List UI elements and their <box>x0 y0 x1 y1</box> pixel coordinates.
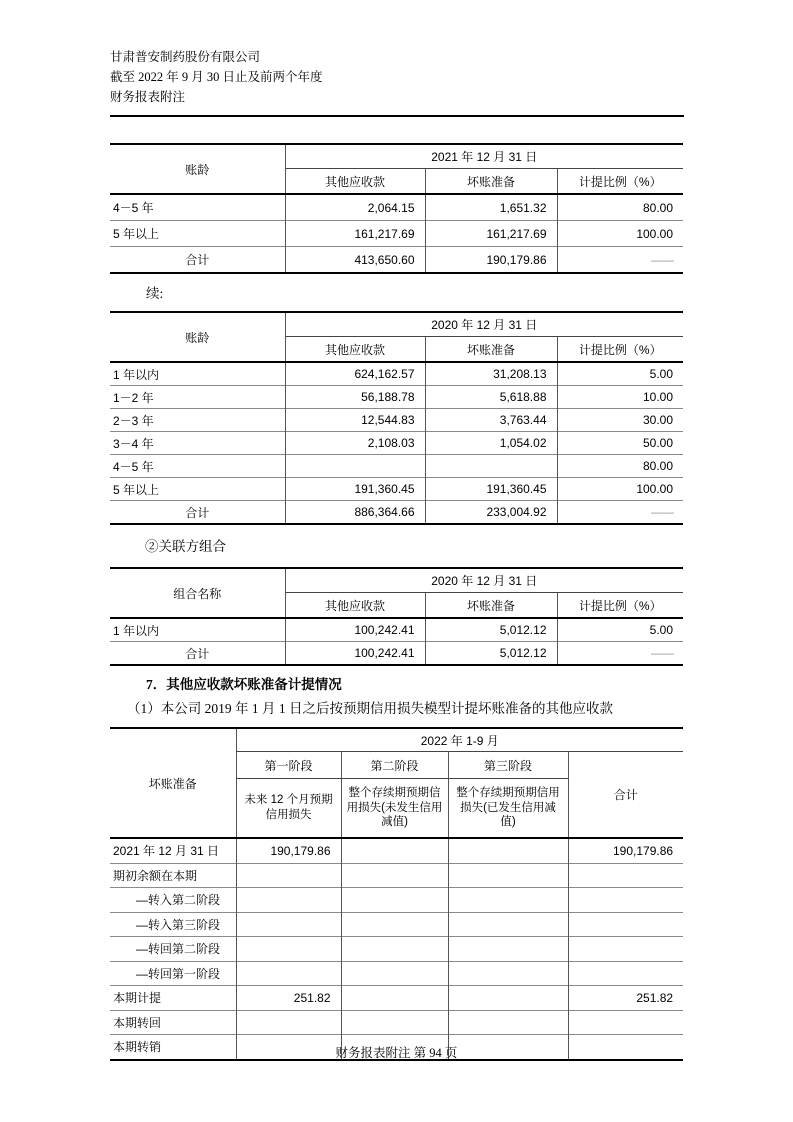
cell-value <box>341 961 448 986</box>
table-header <box>110 728 683 838</box>
cell-value: 5,618.88 <box>425 386 557 409</box>
provision-column-header: 坏账准备 <box>110 728 236 838</box>
cell-value <box>448 961 568 986</box>
cell-value: —— <box>557 501 683 525</box>
row-label: —转入第二阶段 <box>110 888 236 913</box>
table-row <box>110 386 683 409</box>
document-header <box>110 0 684 107</box>
cell-value: 100,242.41 <box>285 642 425 666</box>
table-row <box>110 618 683 642</box>
cell-value: 80.00 <box>557 455 683 478</box>
cell-value: —— <box>557 247 683 274</box>
cell-value <box>236 961 341 986</box>
stage3-header: 第三阶段 <box>448 752 568 779</box>
column-header-provision-ratio: 计提比例（%） <box>557 337 683 363</box>
row-label: —转回第一阶段 <box>110 961 236 986</box>
table-row <box>110 1010 683 1035</box>
table-header <box>110 312 683 362</box>
cell-value: 5.00 <box>557 362 683 386</box>
column-header-bad-debt-provision: 坏账准备 <box>425 169 557 195</box>
row-label: —转入第三阶段 <box>110 912 236 937</box>
cell-value: 624,162.57 <box>285 362 425 386</box>
cell-value <box>568 961 683 986</box>
cell-value: 3,763.44 <box>425 409 557 432</box>
cell-value: 161,217.69 <box>425 221 557 247</box>
table-body <box>110 618 683 665</box>
cell-value <box>285 455 425 478</box>
row-label: 期初余额在本期 <box>110 863 236 888</box>
row-label: 本期转销 <box>110 1035 236 1060</box>
table-header <box>110 144 683 194</box>
cell-value: 886,364.66 <box>285 501 425 525</box>
ecl-stage-table <box>110 727 683 1061</box>
row-label: —转回第二阶段 <box>110 937 236 962</box>
table-row <box>110 888 683 913</box>
cell-value <box>236 888 341 913</box>
header-rule <box>110 115 684 117</box>
table-header <box>110 568 683 618</box>
cell-value <box>341 888 448 913</box>
row-label: 1－2 年 <box>110 386 285 409</box>
doc-type-line: 财务报表附注 <box>110 90 186 104</box>
table-row <box>110 409 683 432</box>
stage2-description: 整个存续期预期信用损失(未发生信用减值) <box>341 779 448 839</box>
period-header: 2020 年 12 月 31 日 <box>285 568 683 593</box>
total-column-header: 合计 <box>568 752 683 839</box>
table-row <box>110 961 683 986</box>
stage3-description: 整个存续期预期信用损失(已发生信用减值) <box>448 779 568 839</box>
aging-column-header: 账龄 <box>110 144 285 194</box>
page-content <box>110 0 684 1061</box>
table-row <box>110 221 683 247</box>
cell-value <box>568 888 683 913</box>
table-row <box>110 838 683 863</box>
total-row <box>110 501 683 525</box>
cell-value <box>236 912 341 937</box>
row-label: 本期计提 <box>110 986 236 1011</box>
table-row <box>110 432 683 455</box>
cell-value: 190,179.86 <box>568 838 683 863</box>
cell-value <box>341 912 448 937</box>
cell-value: 56,188.78 <box>285 386 425 409</box>
cell-value <box>448 986 568 1011</box>
period-header: 2022 年 1-9 月 <box>236 728 683 752</box>
cell-value: 190,179.86 <box>236 838 341 863</box>
table-row <box>110 362 683 386</box>
cell-value <box>568 937 683 962</box>
table-row <box>110 478 683 501</box>
section7-heading: 7．其他应收款坏账准备计提情况 <box>146 677 342 692</box>
stage1-header: 第一阶段 <box>236 752 341 779</box>
cell-value: 251.82 <box>236 986 341 1011</box>
cell-value: 12,544.83 <box>285 409 425 432</box>
cell-value: 5,012.12 <box>425 618 557 642</box>
cell-value: 161,217.69 <box>285 221 425 247</box>
table-body <box>110 194 683 273</box>
cell-value <box>448 838 568 863</box>
cell-value <box>448 888 568 913</box>
row-label: 合计 <box>110 642 285 666</box>
column-header-other-receivables: 其他应收款 <box>285 169 425 195</box>
table-row <box>110 455 683 478</box>
related-party-heading: ②关联方组合 <box>145 539 226 554</box>
cell-value <box>448 912 568 937</box>
cell-value: 233,004.92 <box>425 501 557 525</box>
row-label: 合计 <box>110 247 285 274</box>
cell-value: 80.00 <box>557 194 683 221</box>
cell-value: 191,360.45 <box>425 478 557 501</box>
cell-value: 31,208.13 <box>425 362 557 386</box>
period-header: 2021 年 12 月 31 日 <box>285 144 683 169</box>
cell-value <box>568 912 683 937</box>
continued-label: 续: <box>146 286 164 301</box>
table-row <box>110 986 683 1011</box>
cell-value: 1,054.02 <box>425 432 557 455</box>
cell-value: 2,108.03 <box>285 432 425 455</box>
cell-value <box>341 838 448 863</box>
cell-value <box>341 1010 448 1035</box>
cell-value: 100.00 <box>557 221 683 247</box>
cell-value: 191,360.45 <box>285 478 425 501</box>
table-row <box>110 912 683 937</box>
cell-value <box>341 937 448 962</box>
stage2-header: 第二阶段 <box>341 752 448 779</box>
table-row <box>110 194 683 221</box>
portfolio-column-header: 组合名称 <box>110 568 285 618</box>
company-name: 甘肃普安制药股份有限公司 <box>110 50 261 64</box>
aging-table-2020 <box>110 311 683 525</box>
row-label: 4－5 年 <box>110 194 285 221</box>
column-header-other-receivables: 其他应收款 <box>285 593 425 619</box>
cell-value <box>236 863 341 888</box>
row-label: 2021 年 12 月 31 日 <box>110 838 236 863</box>
cell-value <box>341 986 448 1011</box>
cell-value <box>568 1010 683 1035</box>
cell-value <box>236 1010 341 1035</box>
cell-value <box>425 455 557 478</box>
total-row <box>110 247 683 274</box>
cell-value: 50.00 <box>557 432 683 455</box>
period-header: 2020 年 12 月 31 日 <box>285 312 683 337</box>
aging-table-2021 <box>110 143 683 274</box>
row-label: 1 年以内 <box>110 362 285 386</box>
cell-value: 5.00 <box>557 618 683 642</box>
cell-value: 190,179.86 <box>425 247 557 274</box>
table-row <box>110 937 683 962</box>
cell-value: 10.00 <box>557 386 683 409</box>
cell-value: 413,650.60 <box>285 247 425 274</box>
cell-value <box>341 863 448 888</box>
stage1-description: 未来 12 个月预期信用损失 <box>236 779 341 839</box>
cell-value <box>448 863 568 888</box>
cell-value <box>236 937 341 962</box>
table-body <box>110 362 683 524</box>
cell-value: 5,012.12 <box>425 642 557 666</box>
aging-column-header: 账龄 <box>110 312 285 362</box>
column-header-provision-ratio: 计提比例（%） <box>557 169 683 195</box>
table-body <box>110 838 683 1060</box>
row-label: 合计 <box>110 501 285 525</box>
period-line: 截至 2022 年 9 月 30 日止及前两个年度 <box>110 70 323 84</box>
row-label: 5 年以上 <box>110 478 285 501</box>
cell-value: 2,064.15 <box>285 194 425 221</box>
cell-value <box>448 937 568 962</box>
cell-value: 30.00 <box>557 409 683 432</box>
cell-value <box>448 1010 568 1035</box>
row-label: 本期转回 <box>110 1010 236 1035</box>
column-header-other-receivables: 其他应收款 <box>285 337 425 363</box>
column-header-bad-debt-provision: 坏账准备 <box>425 593 557 619</box>
row-label: 5 年以上 <box>110 221 285 247</box>
row-label: 4－5 年 <box>110 455 285 478</box>
cell-value: —— <box>557 642 683 666</box>
related-party-table <box>110 567 683 666</box>
cell-value: 251.82 <box>568 986 683 1011</box>
page-footer: 财务报表附注 第 94 页 <box>335 1046 458 1060</box>
row-label: 3－4 年 <box>110 432 285 455</box>
column-header-provision-ratio: 计提比例（%） <box>557 593 683 619</box>
row-label: 1 年以内 <box>110 618 285 642</box>
column-header-bad-debt-provision: 坏账准备 <box>425 337 557 363</box>
cell-value: 100,242.41 <box>285 618 425 642</box>
row-label: 2－3 年 <box>110 409 285 432</box>
cell-value <box>568 863 683 888</box>
section7-paragraph: （1）本公司 2019 年 1 月 1 日之后按预期信用损失模型计提坏账准备的其他应收款 <box>127 701 613 716</box>
total-row <box>110 642 683 666</box>
cell-value: 100.00 <box>557 478 683 501</box>
table-row <box>110 863 683 888</box>
cell-value: 1,651.32 <box>425 194 557 221</box>
